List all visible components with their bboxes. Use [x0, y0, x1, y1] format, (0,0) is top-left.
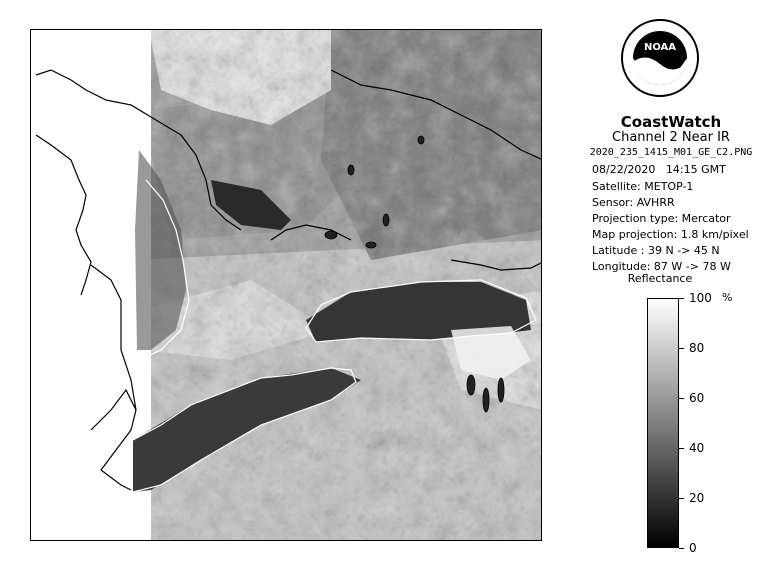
colorbar-tick-mark: [679, 298, 684, 299]
colorbar-tick-label: 100: [689, 291, 712, 305]
colorbar-unit: %: [722, 291, 733, 304]
noaa-logo: [620, 18, 700, 98]
colorbar-title: Reflectance: [627, 272, 693, 285]
small-lake: [383, 214, 389, 226]
small-lake: [348, 165, 354, 175]
small-lake: [498, 378, 504, 402]
colorbar-tick-label: 80: [689, 341, 705, 355]
colorbar-tick-label: 20: [689, 491, 705, 505]
satellite-line: Satellite: METOP-1: [592, 180, 694, 193]
image-filename: 2020_235_1415_M01_GE_C2.PNG: [589, 147, 753, 158]
logo-text: NOAA: [643, 42, 677, 53]
longitude-line: Longitude: 87 W -> 78 W: [592, 260, 731, 273]
colorbar-tick-mark: [679, 548, 684, 549]
channel-subtitle: Channel 2 Near IR: [612, 130, 730, 145]
colorbar-tick-mark: [679, 398, 684, 399]
sensor-line: Sensor: AVHRR: [592, 196, 675, 209]
colorbar: [647, 298, 679, 548]
small-lake: [467, 375, 475, 395]
colorbar-tick-label: 40: [689, 441, 705, 455]
product-title: CoastWatch: [620, 113, 722, 131]
acquisition-datetime: [592, 163, 726, 176]
small-lake: [418, 136, 424, 144]
satellite-image-render: [31, 30, 542, 541]
colorbar-tick-label: 60: [689, 391, 705, 405]
small-lake: [366, 242, 376, 248]
latitude-line: Latitude : 39 N -> 45 N: [592, 244, 720, 257]
satellite-image: [30, 29, 542, 541]
acquisition-time: 14:15 GMT: [665, 163, 726, 176]
colorbar-tick-mark: [679, 348, 684, 349]
small-lake: [483, 388, 489, 412]
acquisition-date: 08/22/2020: [592, 163, 656, 176]
noaa-logo-graphic: [620, 18, 700, 98]
map-projection-line: Map projection: 1.8 km/pixel: [592, 228, 749, 241]
small-lake: [325, 231, 337, 239]
colorbar-tick-mark: [679, 448, 684, 449]
colorbar-tick-mark: [679, 498, 684, 499]
colorbar-tick-label: 0: [689, 541, 697, 555]
projection-type-line: Projection type: Mercator: [592, 212, 731, 225]
